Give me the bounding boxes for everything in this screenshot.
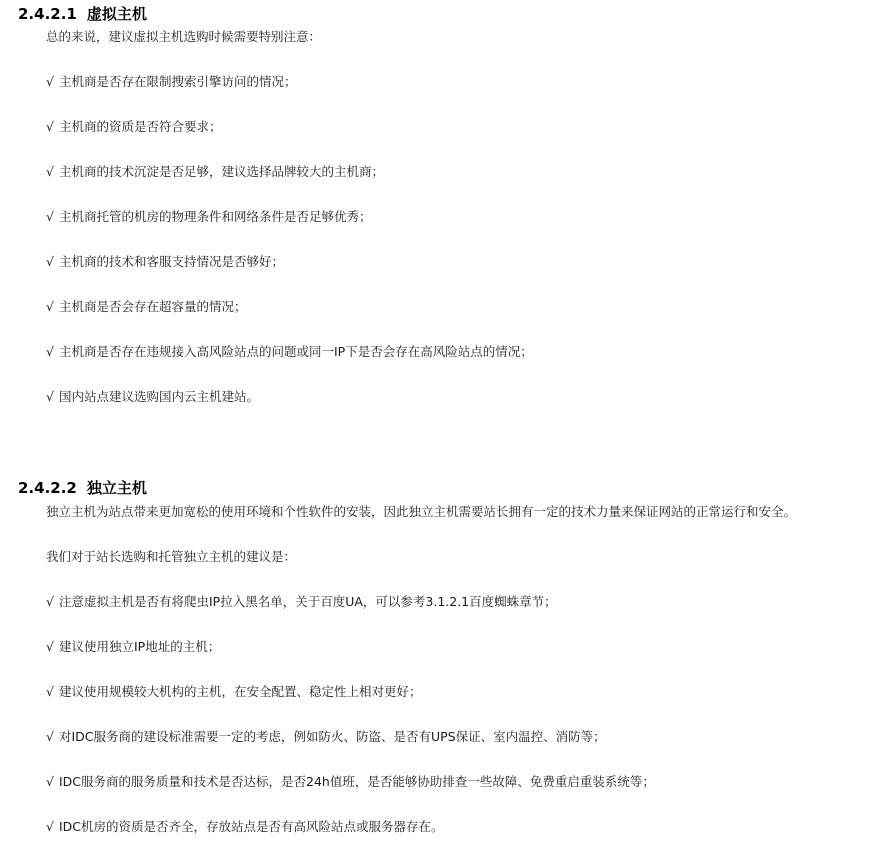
- section-title: 虚拟主机: [86, 5, 147, 23]
- list-item-text: 建议使用独立IP地址的主机；: [58, 639, 221, 654]
- check-icon: √: [46, 729, 54, 744]
- list-item-text: 注意虚拟主机是否有将爬虫IP拉入黑名单，关于百度UA，可以参考3.1.2.1百度蜘蛛章节；: [58, 594, 557, 609]
- list-item: [46, 683, 421, 701]
- list-item: [46, 208, 371, 226]
- list-item: [46, 638, 220, 656]
- list-item-text: 主机商的技术和客服支持情况是否够好；: [58, 254, 284, 269]
- list-item-text: 主机商的技术沉淀是否足够，建议选择品牌较大的主机商；: [58, 164, 384, 179]
- list-item: [46, 343, 533, 361]
- list-item: [46, 253, 284, 271]
- list-item-text: 国内站点建议选购国内云主机建站。: [58, 389, 259, 404]
- paragraph: 总的来说，建议虚拟主机选购时候需要特别注意：: [46, 29, 322, 44]
- check-icon: √: [46, 209, 54, 224]
- list-item-text: 主机商是否存在违规接入高风险站点的问题或同一IP下是否会存在高风险站点的情况；: [58, 344, 533, 359]
- list-item: [46, 163, 384, 181]
- check-icon: √: [46, 164, 54, 179]
- check-icon: √: [46, 684, 54, 699]
- section-heading-virtual-host: [18, 4, 147, 24]
- section-number: 2.4.2.2: [18, 479, 77, 497]
- check-icon: √: [46, 639, 54, 654]
- list-item: [46, 118, 221, 136]
- check-icon: √: [46, 299, 54, 314]
- check-icon: √: [46, 594, 54, 609]
- check-icon: √: [46, 819, 54, 834]
- list-item-text: 主机商的资质是否符合要求；: [58, 119, 222, 134]
- section-number: 2.4.2.1: [18, 5, 77, 23]
- check-icon: √: [46, 389, 54, 404]
- list-item: [46, 773, 655, 791]
- list-item: [46, 593, 557, 611]
- check-icon: √: [46, 119, 54, 134]
- list-item-text: 主机商托管的机房的物理条件和网络条件是否足够优秀；: [58, 209, 372, 224]
- paragraph: 我们对于站长选购和托管独立主机的建议是：: [46, 549, 297, 564]
- list-item-text: 主机商是否会存在超容量的情况；: [58, 299, 247, 314]
- check-icon: √: [46, 74, 54, 89]
- list-item-text: IDC机房的资质是否齐全，存放站点是否有高风险站点或服务器存在。: [58, 819, 444, 834]
- check-icon: √: [46, 254, 54, 269]
- list-item: [46, 388, 259, 406]
- section-heading-dedicated-host: [18, 478, 147, 498]
- list-item-text: 建议使用规模较大机构的主机，在安全配置、稳定性上相对更好；: [58, 684, 422, 699]
- section-title: 独立主机: [86, 479, 147, 497]
- paragraph: 独立主机为站点带来更加宽松的使用环境和个性软件的安装，因此独立主机需要站长拥有一定的技术力量来保证网站的正常运行和安全。: [46, 504, 797, 519]
- list-item: [46, 728, 606, 746]
- list-item-text: 对IDC服务商的建设标准需要一定的考虑，例如防火、防盗、是否有UPS保证、室内温控、消防等；: [58, 729, 606, 744]
- check-icon: √: [46, 344, 54, 359]
- list-item: [46, 73, 296, 91]
- list-item: [46, 818, 444, 836]
- list-item: [46, 298, 246, 316]
- list-item-text: IDC服务商的服务质量和技术是否达标，是否24h值班，是否能够协助排查一些故障、免费重启重装系统等；: [58, 774, 655, 789]
- list-item-text: 主机商是否存在限制搜索引擎访问的情况；: [58, 74, 297, 89]
- check-icon: √: [46, 774, 54, 789]
